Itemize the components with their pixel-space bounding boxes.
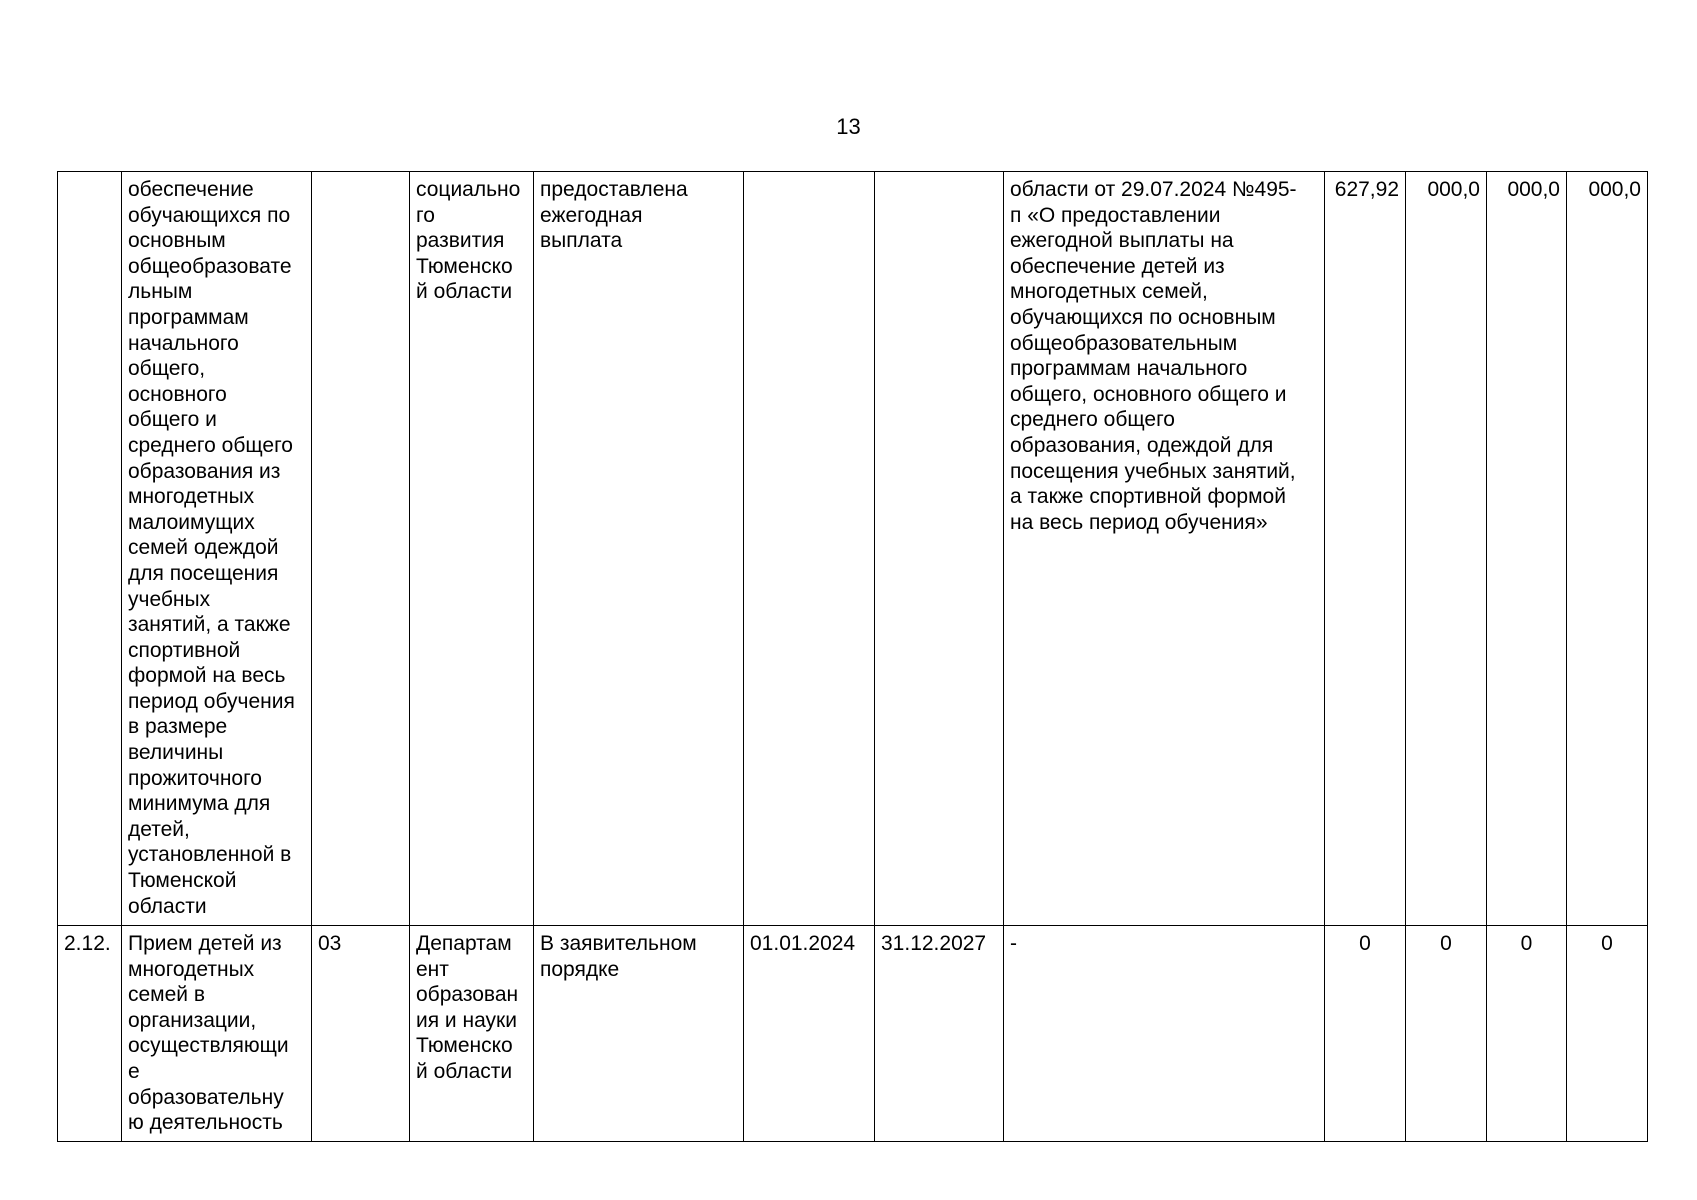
cell-measure-name: обеспечение обучающихся по основным общеобразовате льным программам начального общего, основного общего и среднего общего образования из многодетных малоимущих семей одеждой для посещения учебных занятий, а также спортивной формой на весь период обучения в размере величины прожиточного минимума для детей, установленной в Тюменской области	[122, 172, 312, 926]
cell-result: В заявительном порядке	[534, 926, 744, 1142]
cell-executor: Департам ент образован ия и науки Тюменско й области	[410, 926, 534, 1142]
cell-start-date: 01.01.2024	[744, 926, 875, 1142]
cell-result: предоставлена ежегодная выплата	[534, 172, 744, 926]
cell-amount-2: 000,0	[1406, 172, 1487, 926]
cell-amount-4: 0	[1567, 926, 1648, 1142]
cell-start-date	[744, 172, 875, 926]
cell-amount-3: 0	[1487, 926, 1567, 1142]
table-row	[58, 172, 1648, 926]
page-number: 13	[836, 114, 861, 139]
cell-code	[312, 172, 410, 926]
cell-number: 2.12.	[58, 926, 122, 1142]
cell-measure-name: Прием детей из многодетных семей в организации, осуществляющи е образовательну ю деятельность	[122, 926, 312, 1142]
measures-table	[57, 171, 1648, 1142]
cell-executor: социально го развития Тюменско й области	[410, 172, 534, 926]
cell-end-date: 31.12.2027	[875, 926, 1004, 1142]
cell-number	[58, 172, 122, 926]
cell-amount-4: 000,0	[1567, 172, 1648, 926]
cell-end-date	[875, 172, 1004, 926]
cell-amount-1: 0	[1325, 926, 1406, 1142]
cell-amount-3: 000,0	[1487, 172, 1567, 926]
table-row	[58, 926, 1648, 1142]
cell-amount-2: 0	[1406, 926, 1487, 1142]
cell-amount-1: 627,92	[1325, 172, 1406, 926]
cell-basis: -	[1004, 926, 1325, 1142]
cell-code: 03	[312, 926, 410, 1142]
cell-basis: области от 29.07.2024 №495- п «О предоставлении ежегодной выплаты на обеспечение детей из многодетных семей, обучающихся по основным общеобразовательным программам начального общего, основного общего и среднего общего образования, одеждой для посещения учебных занятий, а также спортивной формой на весь период обучения»	[1004, 172, 1325, 926]
